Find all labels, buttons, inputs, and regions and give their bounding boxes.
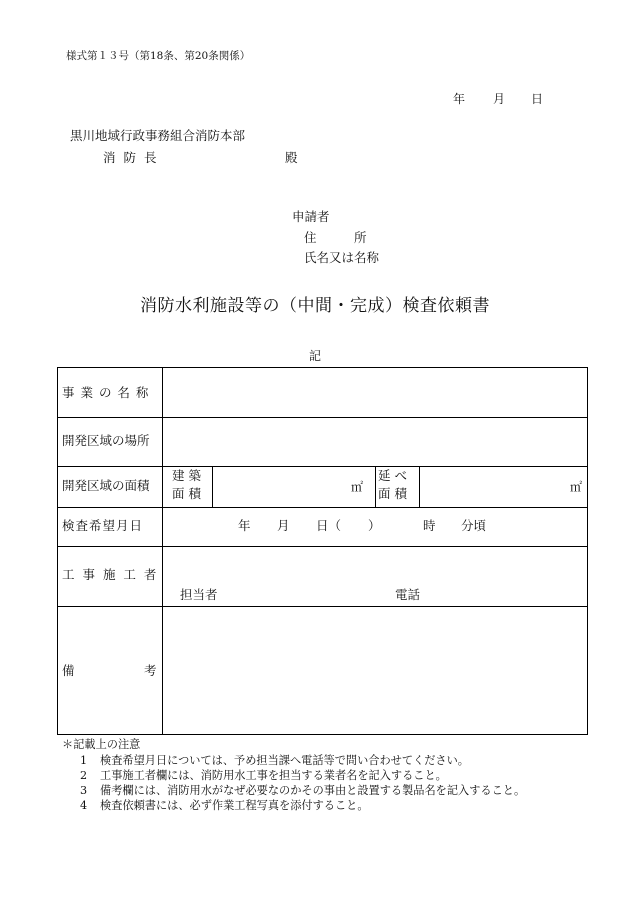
honorific: 殿 [285, 150, 298, 165]
date-month-label: 月 [493, 92, 506, 106]
development-location-label: 開発区域の場所 [62, 433, 150, 448]
notes-heading: ＊記載上の注意 [62, 738, 141, 751]
remarks-label-2: 考 [144, 663, 157, 678]
applicant-label: 申請者 [292, 209, 330, 224]
note-text: 備考欄には、消防用水がなぜ必要なのかその事由と設置する製品名を記入すること。 [100, 784, 526, 797]
total-floor-area-label: 延 べ [378, 468, 407, 483]
row-divider [58, 507, 587, 508]
row-divider [58, 606, 587, 607]
date-year-label: 年 [453, 92, 466, 106]
note-text: 検査希望月日については、予め担当課へ電話等で問い合わせてください。 [100, 754, 469, 767]
date-day-label: 日 [531, 92, 544, 106]
inspection-date-label: 検査希望月日 [62, 518, 144, 533]
inspection-minute-label: 分頃 [461, 518, 487, 533]
building-area-unit: ㎡ [351, 480, 364, 494]
inspection-hour-label: 時 [423, 518, 436, 533]
note-number: 2 [80, 769, 88, 782]
building-area-label: 建 築 [172, 468, 201, 483]
row-divider [58, 466, 587, 467]
note-number: 4 [80, 799, 88, 812]
inspection-request-table [57, 367, 588, 735]
remarks-label: 備 [62, 663, 75, 678]
inspection-month-label: 月 [277, 518, 290, 533]
note-number: 3 [80, 784, 88, 797]
document-title: 消防水利施設等の（中間・完成）検査依頼書 [140, 296, 490, 316]
inspection-day-label: 日（ [316, 518, 342, 533]
building-area-label-2: 面 積 [172, 486, 201, 501]
note-text: 検査依頼書には、必ず作業工程写真を添付すること。 [100, 799, 369, 812]
row-divider [58, 417, 587, 418]
form-number: 様式第１３号（第18条、第20条関係） [66, 50, 251, 62]
development-area-label: 開発区域の面積 [62, 478, 150, 493]
note-number: 1 [80, 754, 88, 767]
person-in-charge-label: 担当者 [180, 587, 218, 602]
note-text: 工事施工者欄には、消防用水工事を担当する業者名を記入すること。 [100, 769, 447, 782]
project-name-label: 事 業 の 名 称 [62, 385, 150, 400]
phone-label: 電話 [395, 587, 421, 602]
applicant-name-label: 氏名又は名称 [304, 250, 380, 265]
recipient-title: 消 防 長 [103, 150, 159, 165]
inspection-year-label: 年 [238, 518, 251, 533]
row-divider [58, 546, 587, 547]
recipient-organization: 黒川地域行政事務組合消防本部 [70, 128, 246, 143]
applicant-address-label: 住 所 [304, 230, 367, 245]
ki-mark: 記 [308, 349, 321, 363]
total-floor-area-label-2: 面 積 [378, 486, 407, 501]
area-subdivider [212, 466, 213, 507]
contractor-label: 工 事 施 工 者 [62, 567, 159, 582]
total-floor-area-unit: ㎡ [570, 480, 583, 494]
label-column-divider [162, 368, 163, 734]
area-subdivider [375, 466, 376, 507]
area-subdivider [419, 466, 420, 507]
inspection-paren-close: ） [368, 518, 381, 533]
